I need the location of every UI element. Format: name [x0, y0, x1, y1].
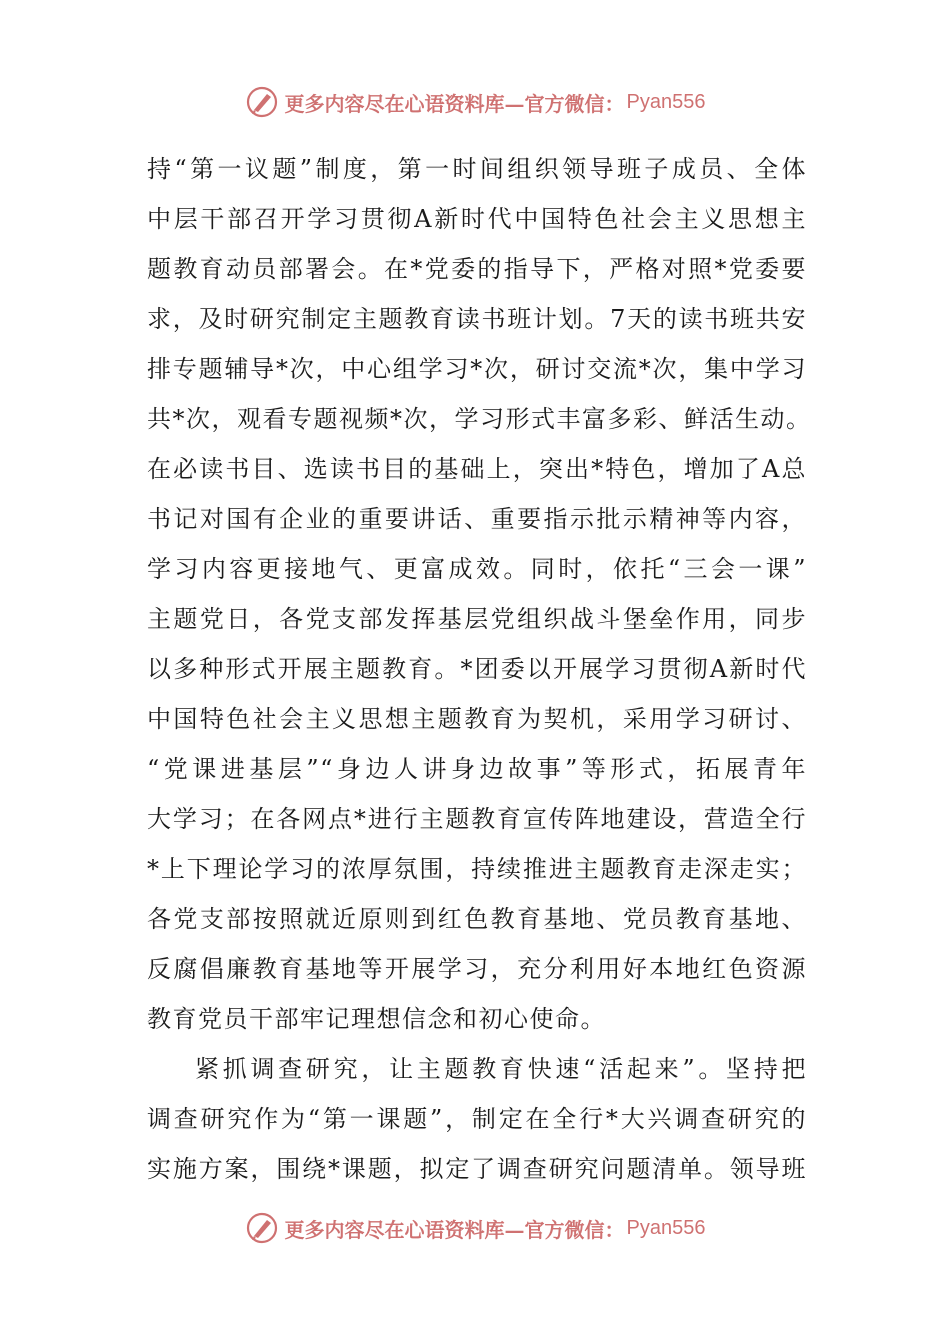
text-line: 反腐倡廉教育基地等开展学习，充分利用好本地红色资源: [147, 955, 807, 983]
text-line: 中层干部召开学习贯彻A新时代中国特色社会主义思想主: [147, 205, 807, 233]
text-line: 排专题辅导*次，中心组学习*次，研讨交流*次，集中学习: [147, 355, 807, 383]
text-line: 实施方案，围绕*课题，拟定了调查研究问题清单。领导班: [147, 1155, 807, 1183]
text-line: 题教育动员部署会。在*党委的指导下，严格对照*党委要: [147, 255, 807, 283]
text-line: 中国特色社会主义思想主题教育为契机，采用学习研讨、: [147, 705, 807, 733]
text-line: 各党支部按照就近原则到红色教育基地、党员教育基地、: [147, 905, 807, 933]
text-line: 大学习；在各网点*进行主题教育宣传阵地建设，营造全行: [147, 805, 807, 833]
text-line: 学习内容更接地气、更富成效。同时，依托“三会一课”: [147, 555, 807, 583]
watermark-text: 更多内容尽在心语资料库—官方微信：: [284, 1217, 625, 1242]
text-line: “党课进基层”“身边人讲身边故事”等形式，拓展青年: [147, 755, 807, 783]
text-line: 求，及时研究制定主题教育读书班计划。7天的读书班共安: [147, 305, 807, 333]
watermark-handle: Pyan556: [626, 1216, 706, 1239]
text-line: 调查研究作为“第一课题”，制定在全行*大兴调查研究的: [147, 1105, 807, 1133]
text-line: 在必读书目、选读书目的基础上，突出*特色，增加了A总: [147, 455, 807, 483]
text-line: *上下理论学习的浓厚氛围，持续推进主题教育走深走实；: [147, 855, 807, 883]
header-watermark: [0, 82, 950, 122]
footer-watermark: [0, 1208, 950, 1248]
text-line: 共*次，观看专题视频*次，学习形式丰富多彩、鲜活生动。: [147, 405, 812, 433]
watermark-handle: Pyan556: [626, 90, 706, 113]
text-line: 教育党员干部牢记理想信念和初心使命。: [147, 1005, 606, 1033]
pen-logo-icon: [245, 85, 279, 119]
text-line: 持“第一议题”制度，第一时间组织领导班子成员、全体: [147, 155, 807, 183]
pen-logo-icon: [245, 1211, 279, 1245]
text-line: 书记对国有企业的重要讲话、重要指示批示精神等内容，: [147, 505, 807, 533]
text-line: 主题党日，各党支部发挥基层党组织战斗堡垒作用，同步: [147, 605, 807, 633]
text-line: 以多种形式开展主题教育。*团委以开展学习贯彻A新时代: [147, 655, 807, 683]
watermark-text: 更多内容尽在心语资料库—官方微信：: [284, 91, 625, 116]
document-body: [147, 144, 812, 1194]
text-line: 紧抓调查研究，让主题教育快速“活起来”。坚持把: [195, 1055, 807, 1083]
